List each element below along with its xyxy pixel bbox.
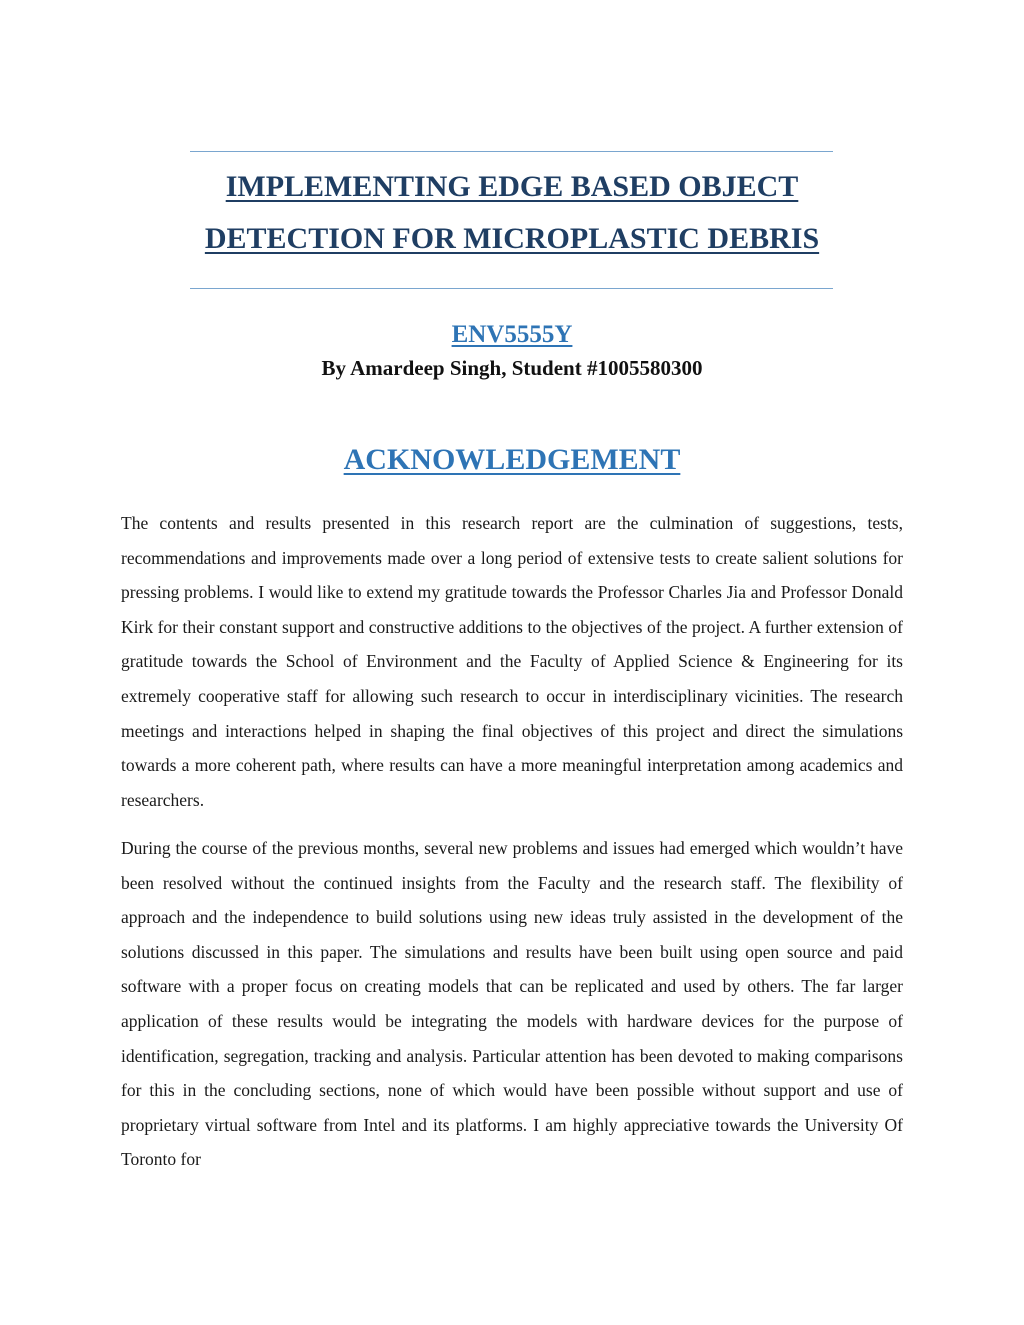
acknowledgement-paragraph-1: The contents and results presented in this research report are the culmination of suggestions, tests, recommendations and improvements made over a long period of extensive tests to create salient solutions for pressing problems. I would like to extend my gratitude towards the Professor Charles Jia and Professor Donald Kirk for their constant support and constructive additions to the objectives of the project. A further extension of gratitude towards the School of Environment and the Faculty of Applied Science & Engineering for its extremely cooperative staff for allowing such research to occur in interdisciplinary vicinities. The research meetings and interactions helped in shaping the final objectives of this project and direct the simulations towards a more coherent path, where results can have a more meaningful interpretation among academics and researchers.: [121, 513, 903, 810]
report-title-line-2: DETECTION FOR MICROPLASTIC DEBRIS: [204, 222, 820, 255]
acknowledgement-paragraph-2: During the course of the previous months, several new problems and issues had emerged which wouldn’t have been resolved without the continued insights from the Faculty and the research staff. The flexibility of approach and the independence to build solutions using new ideas truly assisted in the development of the solutions discussed in this paper. The simulations and results have been built using open source and paid software with a proper focus on creating models that can be replicated and used by others. The far larger application of these results would be integrating the models with hardware devices for the purpose of identification, segregation, tracking and analysis. Particular attention has been devoted to making comparisons for this in the concluding sections, none of which would have been possible without support and use of proprietary virtual software from Intel and its platforms. I am highly appreciative towards the University Of Toronto for: [121, 838, 903, 1170]
report-title-line-1: IMPLEMENTING EDGE BASED OBJECT: [225, 170, 799, 203]
course-code: ENV5555Y: [451, 321, 573, 348]
section-heading: ACKNOWLEDGEMENT: [343, 442, 681, 476]
title-bottom-rule: [190, 288, 833, 289]
title-top-rule: [190, 151, 833, 152]
author-byline: By Amardeep Singh, Student #1005580300: [321, 356, 703, 380]
